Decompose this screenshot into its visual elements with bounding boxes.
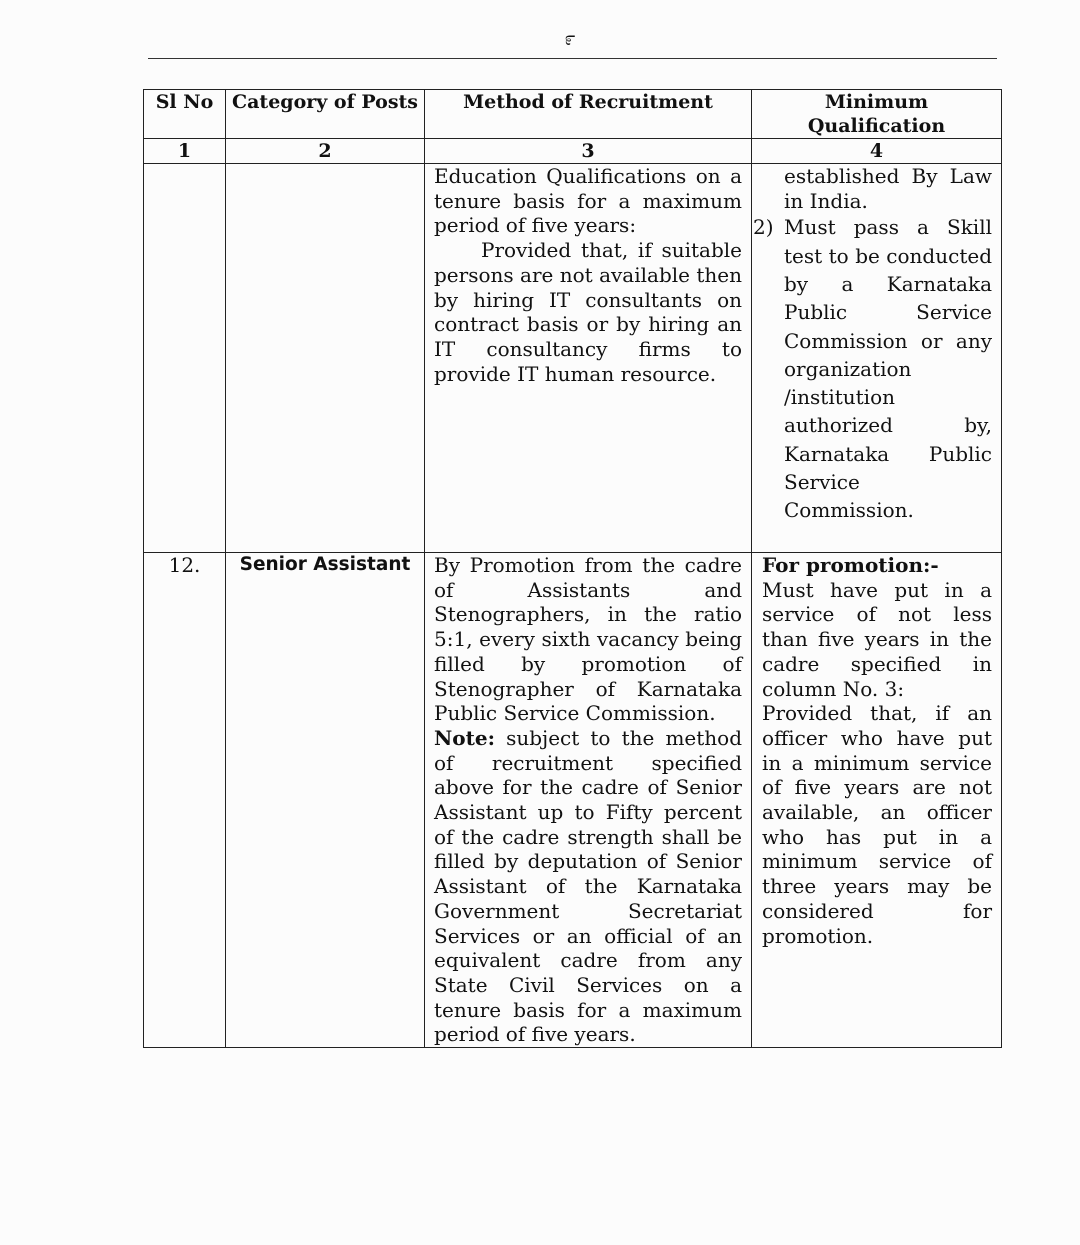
qualification-heading xyxy=(762,553,992,578)
col-num-4: 4 xyxy=(752,139,1002,164)
method-text: Education Qualifications on a tenure basis for a maximum period of five years: xyxy=(434,164,742,238)
method-text: By Promotion from the cadre of Assistants and Stenographers, in the ratio 5:1, every sixth vacancy being filled by promotion of Stenographer of Karnataka Public Service Commission. xyxy=(434,553,742,726)
col-num-1: 1 xyxy=(144,139,226,164)
sl-no-cell: 12. xyxy=(144,553,226,1048)
column-number-row xyxy=(144,139,1002,164)
qualification-proviso: Provided that, if an officer who have put in a minimum service of five years are not available, an officer who has put in a minimum service of three years may be considered for promotion. xyxy=(762,701,992,948)
qualification-heading-text: For promotion:- xyxy=(762,553,939,577)
col-num-3: 3 xyxy=(425,139,752,164)
header-category: Category of Posts xyxy=(226,90,425,139)
qualification-item-number: 2) xyxy=(753,215,774,240)
qualification-item-text: Must pass a Skill test to be conducted by a Karnataka Public Service Commission or any organization /institution authorized by, Karnataka Public Service Commission. xyxy=(784,215,992,523)
qualification-text: Must have put in a service of not less than five years in the cadre specified in column No. 3: xyxy=(762,577,992,701)
note-text: subject to the method of recruitment specified above for the cadre of Senior Assistant up to Fifty percent of the cadre strength shall be filled by deputation of Senior Assistant of the Karnataka Government Secretariat Services or an official of an equivalent cadre from any State Civil Services on a tenure basis for a maximum period of five years. xyxy=(434,725,742,1047)
table-row xyxy=(144,164,1002,553)
method-cell xyxy=(425,164,752,553)
header-sl-no: Sl No xyxy=(144,90,226,139)
col-num-2: 2 xyxy=(226,139,425,164)
header-rule xyxy=(148,58,997,59)
method-cell xyxy=(425,553,752,1048)
sl-no-cell xyxy=(144,164,226,553)
recruitment-table xyxy=(143,89,1002,1048)
qualification-cell xyxy=(752,553,1002,1048)
header-qualification: Minimum Qualification xyxy=(752,90,1002,139)
qualification-continued: established By Law in India. xyxy=(784,164,992,213)
table-header-row xyxy=(144,90,1002,139)
method-note xyxy=(434,726,742,1047)
category-cell: Senior Assistant xyxy=(226,553,425,1048)
qualification-cell xyxy=(752,164,1002,553)
category-cell xyxy=(226,164,425,553)
table-row xyxy=(144,553,1002,1048)
page-number: ೯ xyxy=(564,26,576,50)
method-proviso: Provided that, if suitable persons are not available then by hiring IT consultants on contract basis or by hiring an IT consultancy firms to provide IT human resource. xyxy=(434,238,742,386)
header-method: Method of Recruitment xyxy=(425,90,752,139)
qualification-item xyxy=(753,213,992,524)
note-label: Note: xyxy=(434,725,495,750)
